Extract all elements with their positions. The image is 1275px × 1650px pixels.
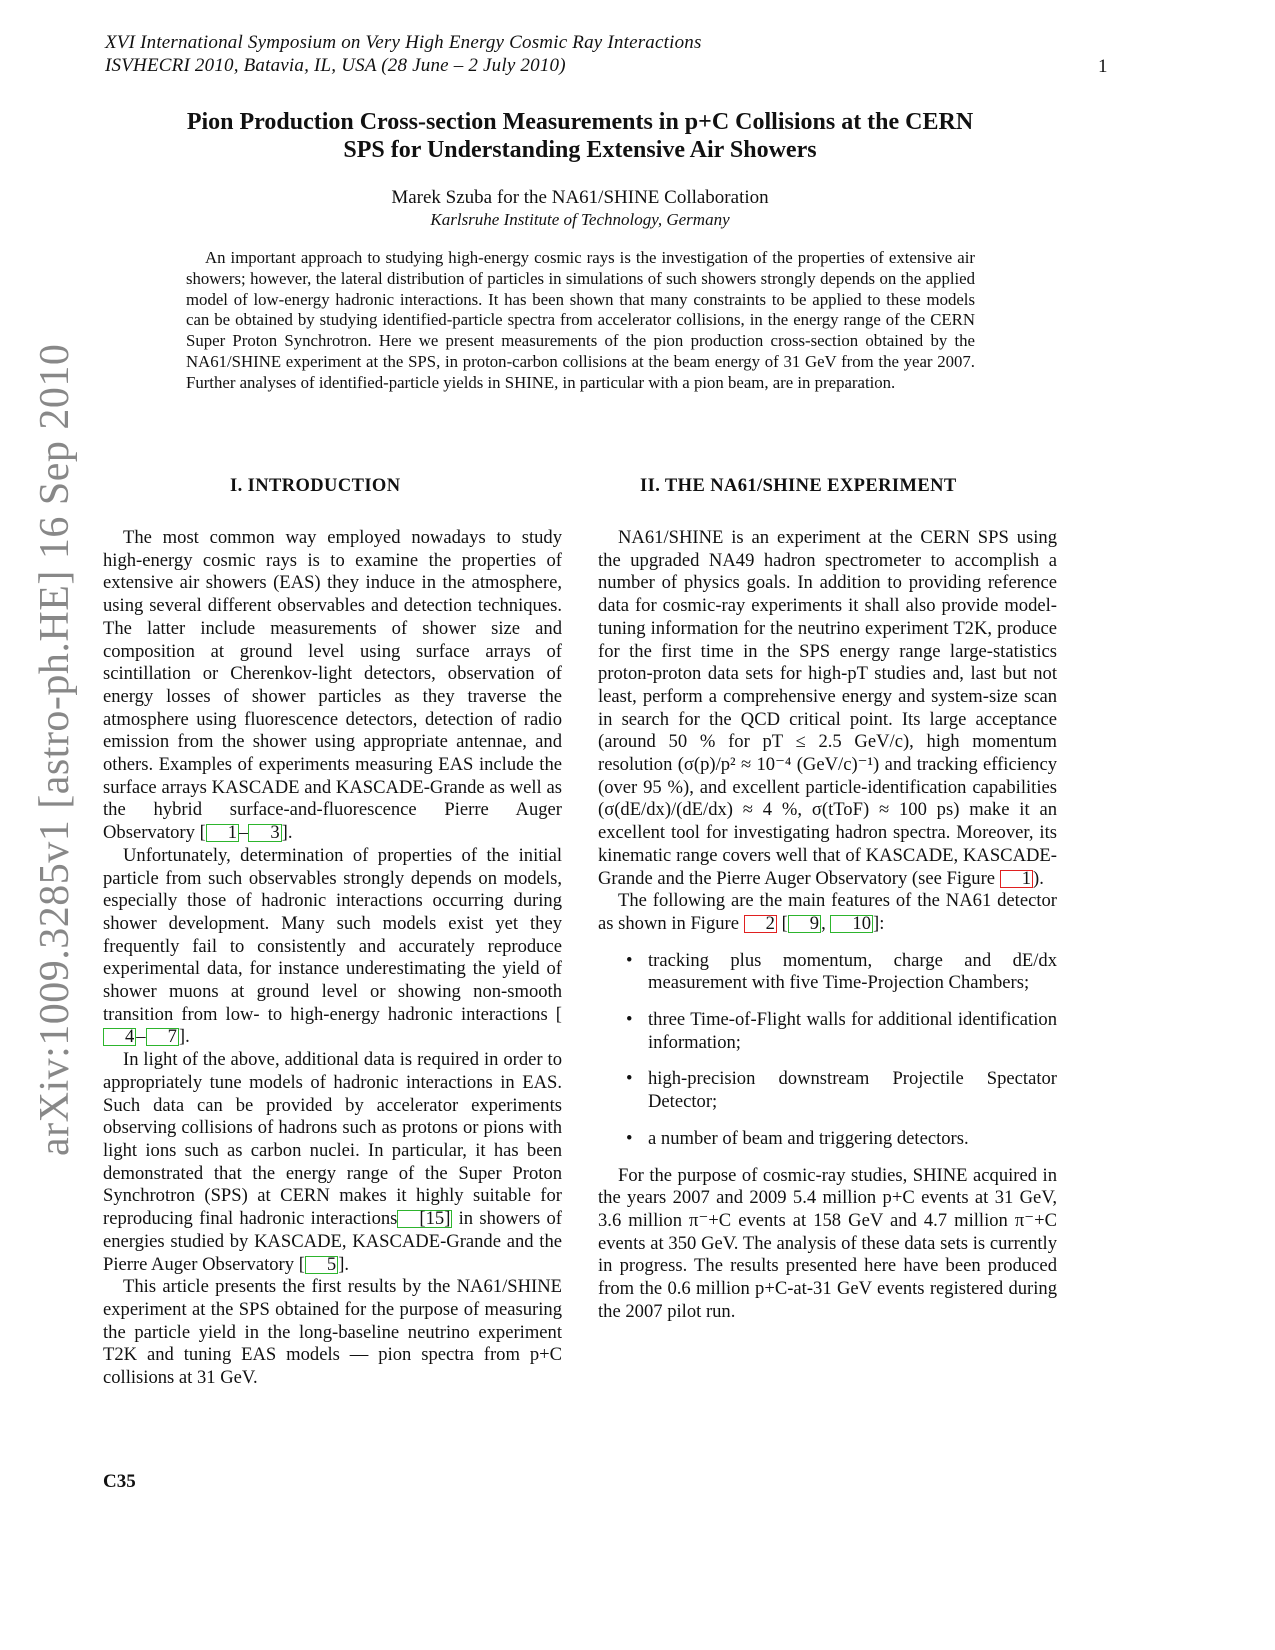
list-item — [626, 1128, 1057, 1151]
text: In light of the above, additional data is required in order to appropriately tune models of hadronic interactions in EAS. Such data can be provided by accelerator experiments observing collisions of hadrons such as protons or pions with light ions such as carbon nuclei. In particular, it has been demonstrated that the energy range of the Super Proton Synchrotron (SPS) at CERN makes it highly suitable for reproducing final hadronic interactions — [103, 1049, 562, 1230]
citation-number: 15 — [425, 1208, 445, 1230]
paragraph: In light of the above, additional data is required in order to appropriately tune models of hadronic interactions in EAS. Such data can be provided by accelerator experiments observing collisions of hadrons such as protons or pions with light ions such as carbon nuclei. In particular, it has been demonstrated that the energy range of the Super Proton Synchrotron (SPS) at CERN makes it highly suitable for reproducing final hadronic interactions [15] in showers of energies studied by KASCADE, KASCADE-Grande and the Pierre Auger Observatory [ 5 ]. — [103, 1049, 562, 1275]
bullet-icon: • — [626, 1127, 633, 1149]
paragraph: This article presents the first results by the NA61/SHINE experiment at the SPS obtained for the purpose of measuring the particle yield in the long-baseline neutrino experiment T2K and tuning EAS models — pion spectra from p+C collisions at 31 GeV. — [103, 1276, 562, 1389]
citation-link[interactable]: 5 — [305, 1256, 338, 1274]
text: : — [879, 912, 885, 934]
citation-link[interactable]: [15] — [397, 1210, 452, 1228]
text: in showers of energies studied by KASCADE, KASCADE-Grande and the Pierre Auger Observatory — [103, 1208, 562, 1275]
bullet-icon: • — [626, 1068, 633, 1090]
right-column — [598, 527, 1057, 1324]
list-item — [626, 1009, 1057, 1054]
text: NA61/SHINE is an experiment at the CERN SPS using the upgraded NA49 hadron spectrometer to accomplish a number of physics goals. In addition to providing reference data for cosmic-ray experiments it shall also provide model-tuning information for the neutrino experiment T2K, produce for the first time in the SPS energy range large-statistics proton-proton data sets for high-pT studies and, last but not least, perform a comprehensive energy and system-size scan in search for the QCD critical point. Its large acceptance (around 50 % for pT ≤ 2.5 GeV/c), high momentum resolution (σ(p)/p² ≈ 10⁻⁴ (GeV/c)⁻¹) and tracking efficiency (over 95 %), and excellent particle-identification capabilities (σ(dE/dx)/(dE/dx) ≈ 4 %, σ(tToF) ≈ 100 ps) make it an excellent tool for investigating hadron spectra. Moreover, its kinematic range covers well that of KASCADE, KASCADE-Grande and the Pierre Auger Observatory (see Figure — [598, 527, 1057, 889]
list-item — [626, 950, 1057, 995]
text: The following are the main features of the NA61 detector as shown in Figure — [598, 890, 1057, 934]
bullet-icon: • — [626, 949, 633, 971]
text: ). — [1033, 867, 1044, 889]
conference-header: XVI International Symposium on Very High Energy Cosmic Ray Interactions — [105, 32, 702, 53]
title-line-2: SPS for Understanding Extensive Air Showers — [343, 137, 817, 163]
paper-title — [100, 108, 1060, 164]
citation-link[interactable]: 4 — [103, 1028, 136, 1046]
footer-code: C35 — [103, 1471, 136, 1492]
text: tracking plus momentum, charge and dE/dx measurement with five Time-Projection Chambers; — [648, 949, 1057, 994]
left-column — [103, 527, 562, 1390]
paragraph: Unfortunately, determination of properties of the initial particle from such observables strongly depends on models, especially those of hadronic interactions occurring during shower development. Many such models exist yet they frequently fail to consistently and accurately reproduce experimental data, for instance underestimating the yield of shower muons at ground level or showing non-smooth transition from low- to high-energy hadronic interactions [4 – 7 ]. — [103, 844, 562, 1048]
text: a number of beam and triggering detectors. — [648, 1127, 969, 1149]
text: – — [239, 822, 249, 844]
author: Marek Szuba for the NA61/SHINE Collaboration — [391, 187, 769, 208]
text: Unfortunately, determination of properties of the initial particle from such observables strongly depends on models, especially those of hadronic interactions occurring during shower development. Many such models exist yet they frequently fail to consistently and accurately reproduce experimental data, for instance underestimating the yield of shower muons at ground level or showing non-smooth transition from low- to high-energy hadronic interactions — [103, 844, 562, 1025]
list-item — [626, 1068, 1057, 1113]
paragraph — [598, 527, 1057, 890]
text: . — [185, 1026, 190, 1048]
text: three Time-of-Flight walls for additional identification information; — [648, 1009, 1057, 1053]
text: The most common way employed nowadays to study high-energy cosmic rays is to examine the properties of extensive air showers (EAS) they induce in the atmosphere, using several different observables and detection techniques. The latter include measurements of shower size and composition at ground level using surface arrays of scintillation or Cherenkov-light detectors, observation of energy losses of shower particles as they traverse the atmosphere using fluorescence detectors, detection of radio emission from the shower using appropriate antennae, and others. Examples of experiments measuring EAS include the surface arrays KASCADE and KASCADE-Grande as well as the hybrid surface-and-fluorescence Pierre Auger Observatory — [103, 527, 562, 844]
citation-link[interactable]: 9 — [788, 915, 821, 933]
figure-link[interactable]: 2 — [744, 915, 777, 933]
arxiv-identifier: arXiv:1009.3285v1 [astro-ph.HE] 16 Sep 2010 — [32, 343, 78, 1156]
conference-details: ISVHECRI 2010, Batavia, IL, USA (28 June – 2 July 2010) — [105, 55, 566, 76]
affiliation: Karlsruhe Institute of Technology, Germany — [430, 210, 730, 229]
abstract: An important approach to studying high-energy cosmic rays is the investigation of the properties of extensive air showers; however, the lateral distribution of particles in simulations of such showers strongly depends on the applied model of low-energy hadronic interactions. It has been shown that many constraints to be applied to these models can be obtained by studying identified-particle spectra from accelerator collisions, in the energy range of the CERN Super Proton Synchrotron. Here we present measurements of the pion production cross-section obtained by the NA61/SHINE experiment at the SPS, in proton-carbon collisions at the beam energy of 31 GeV from the year 2007. Further analyses of identified-particle yields in SHINE, in particular with a pion beam, are in preparation. — [186, 248, 975, 392]
title-line-1: Pion Production Cross-section Measurements in p+C Collisions at the CERN — [186, 109, 974, 135]
text: – — [136, 1026, 146, 1048]
bullet-icon: • — [626, 1009, 633, 1031]
paragraph: For the purpose of cosmic-ray studies, SHINE acquired in the years 2007 and 2009 5.4 million p+C events at 31 GeV, 3.6 million π⁻+C events at 158 GeV and 4.7 million π⁻+C events at 350 GeV. The analysis of these data sets is currently in progress. The results presented here have been produced from the 0.6 million p+C-at-31 GeV events registered during the 2007 pilot run. — [598, 1164, 1057, 1322]
paragraph: The most common way employed nowadays to study high-energy cosmic rays is to examine the properties of extensive air showers (EAS) they induce in the atmosphere, using several different observables and detection techniques. The latter include measurements of shower size and composition at ground level using surface arrays of scintillation or Cherenkov-light detectors, observation of energy losses of shower particles as they traverse the atmosphere using fluorescence detectors, detection of radio emission from the shower using appropriate antennae, and others. Examples of experiments measuring EAS include the surface arrays KASCADE and KASCADE-Grande as well as the hybrid surface-and-fluorescence Pierre Auger Observatory [ 1 – 3 ]. — [103, 527, 562, 844]
feature-list — [598, 950, 1057, 1151]
citation-link[interactable]: 1 — [206, 824, 239, 842]
paragraph: The following are the main features of the NA61 detector as shown in Figure 2 [ 9 , 10 ]: — [598, 890, 1057, 934]
text: . — [344, 1253, 350, 1275]
section-heading-experiment: II. THE NA61/SHINE EXPERIMENT — [640, 476, 957, 496]
citation-link[interactable]: 7 — [146, 1028, 179, 1046]
section-heading-introduction: I. INTRODUCTION — [230, 476, 401, 496]
text: high-precision downstream Projectile Spectator Detector; — [648, 1068, 1057, 1113]
citation-link[interactable]: 3 — [248, 824, 281, 842]
figure-link[interactable]: 1 — [1000, 870, 1033, 888]
citation-link[interactable]: 10 — [830, 915, 873, 933]
page-number: 1 — [1098, 56, 1108, 77]
text: . — [287, 822, 293, 844]
